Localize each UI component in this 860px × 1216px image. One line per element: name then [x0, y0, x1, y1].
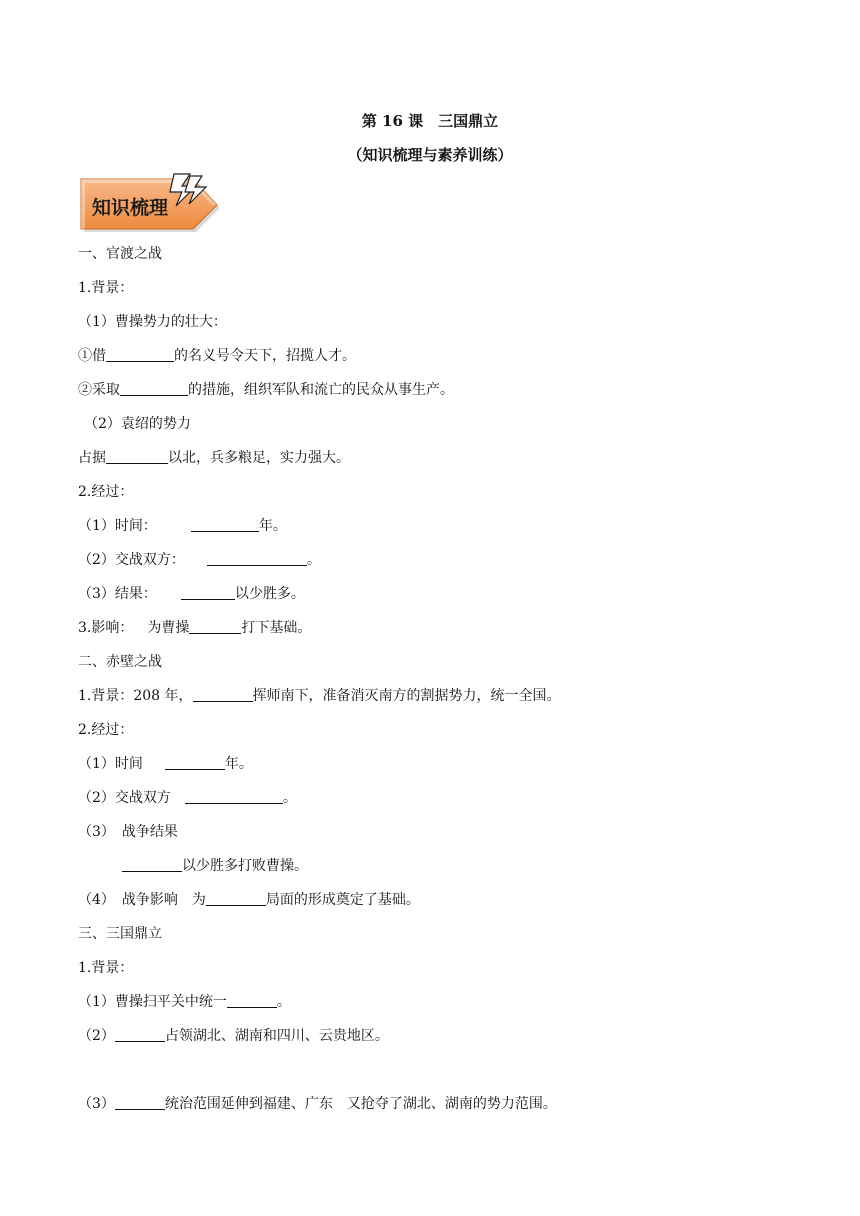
subheading: 2.经过：	[78, 484, 134, 500]
answer-blank[interactable]	[122, 857, 182, 872]
answer-blank[interactable]	[193, 687, 253, 702]
question-line: （4） 战争影响 为 局面的形成奠定了基础。	[78, 892, 420, 908]
answer-blank[interactable]	[115, 1027, 165, 1042]
question-line: ②采取 的措施，组织军队和流亡的民众从事生产。	[78, 382, 454, 398]
question-line: 1.背景：208 年， 挥师南下，准备消灭南方的割据势力，统一全国。	[78, 688, 561, 704]
answer-blank[interactable]	[106, 347, 174, 362]
question-line: 以少胜多打败曹操。	[122, 855, 308, 877]
subheading: 1.背景：	[78, 280, 134, 296]
section-heading: 二、赤壁之战	[78, 654, 162, 670]
page-subtitle: （知识梳理与素养训练）	[347, 146, 513, 164]
subheading: 1.背景：	[78, 960, 134, 976]
question-line: （3）结果： 以少胜多。	[78, 586, 305, 602]
question-line: 3.影响： 为曹操 打下基础。	[78, 620, 312, 636]
answer-blank[interactable]	[191, 517, 259, 532]
answer-blank[interactable]	[120, 381, 188, 396]
question-line: （3） 统治范围延伸到福建、广东 又抢夺了湖北、湖南的势力范围。	[78, 1096, 557, 1112]
question-line: （1）时间 年。	[78, 756, 253, 772]
answer-blank[interactable]	[207, 551, 307, 566]
section-heading: 一、官渡之战	[78, 246, 162, 262]
section-heading: 三、三国鼎立	[78, 926, 162, 942]
answer-blank[interactable]	[181, 585, 235, 600]
subheading: （1）曹操势力的壮大：	[78, 314, 227, 330]
question-line: （2） 占领湖北、湖南和四川、云贵地区。	[78, 1028, 389, 1044]
subheading: 2.经过：	[78, 722, 134, 738]
answer-blank[interactable]	[189, 619, 241, 634]
question-line: （1）时间： 年。	[78, 518, 287, 534]
question-line: ①借 的名义号令天下，招揽人才。	[78, 348, 356, 364]
answer-blank[interactable]	[227, 993, 277, 1008]
question-line: 占据 以北，兵多粮足，实力强大。	[78, 450, 350, 466]
question-line: （2）交战双方 。	[78, 790, 297, 806]
answer-blank[interactable]	[206, 891, 266, 906]
answer-blank[interactable]	[165, 755, 225, 770]
answer-blank[interactable]	[106, 449, 168, 464]
question-line: （1）曹操扫平关中统一 。	[78, 994, 291, 1010]
badge-label: 知识梳理	[92, 197, 169, 219]
question-line: （2）交战双方： 。	[78, 552, 321, 568]
subheading: （2）袁绍的势力	[84, 416, 191, 432]
subheading: （3） 战争结果	[78, 824, 178, 840]
knowledge-badge	[78, 172, 228, 234]
answer-blank[interactable]	[115, 1095, 165, 1110]
answer-blank[interactable]	[185, 789, 283, 804]
page-title: 第 16 课 三国鼎立	[361, 112, 499, 130]
